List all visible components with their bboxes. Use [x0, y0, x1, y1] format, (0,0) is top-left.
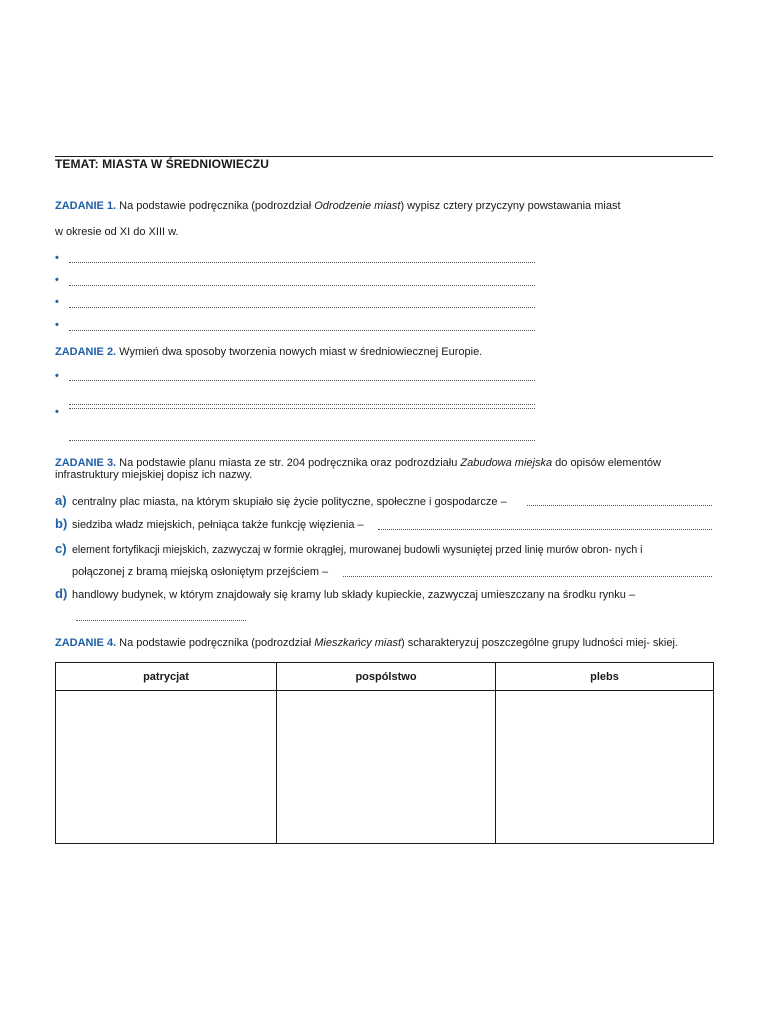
task2-prompt [55, 345, 482, 359]
task3-text-b: do opisów elementów [552, 457, 661, 469]
task3-item-a-answer[interactable] [527, 505, 712, 506]
table-row [56, 691, 714, 844]
task1-answer-line-4[interactable] [69, 330, 535, 331]
task3-item-b-text: siedziba władz miejskich, pełniąca także funkcję więzienia – [72, 519, 364, 531]
task4-text-italic: Mieszkańcy miast [314, 637, 402, 649]
task2-answer-line-2[interactable] [69, 404, 535, 405]
task2-text: Wymień dwa sposoby tworzenia nowych miast w średniowiecznej Europie. [116, 346, 483, 358]
answer-cell-plebs[interactable] [496, 691, 714, 844]
characteristics-table [55, 662, 714, 844]
page-title: TEMAT: MIASTA W ŚREDNIOWIECZU [55, 157, 269, 171]
task3-item-c-text: element fortyfikacji miejskich, zazwyczaj w formie okrągłej, murowanej budowli wysuniętej przed linię murów obron- nych i [72, 544, 643, 556]
task1-answer-line-1[interactable] [69, 262, 535, 263]
task1-text-b: ) wypisz cztery przyczyny powstawania miast [400, 200, 621, 212]
column-header-pospolstwo: pospólstwo [277, 663, 496, 691]
task1-bullet-2: • [55, 274, 59, 286]
task3-item-d-letter: d) [55, 586, 68, 601]
task1-bullet-1: • [55, 252, 59, 264]
task2-answer-line-4[interactable] [69, 440, 535, 441]
task3-item-b-letter: b) [55, 516, 68, 531]
task3-prompt-line2: infrastruktury miejskiej dopisz ich nazwy. [55, 469, 253, 481]
task1-text-a: Na podstawie podręcznika (podrozdział [116, 200, 315, 212]
task3-item-a-text: centralny plac miasta, na którym skupiało się życie polityczne, społeczne i gospodarcze – [72, 496, 507, 508]
task3-item-a-letter: a) [55, 493, 67, 508]
task1-bullet-4: • [55, 319, 59, 331]
task3-item-d-text: handlowy budynek, w którym znajdowały się kramy lub składy kupieckie, zazwyczaj umieszczany na środku rynku – [72, 589, 636, 601]
task1-bullet-3: • [55, 296, 59, 308]
task4-text-a: Na podstawie podręcznika (podrozdział [116, 637, 315, 649]
task1-prompt [55, 199, 621, 213]
task1-label: ZADANIE 1. [55, 200, 117, 212]
task1-answer-line-2[interactable] [69, 285, 535, 286]
task3-text-italic: Zabudowa miejska [460, 457, 553, 469]
table-header-row [56, 663, 714, 691]
task1-prompt-line2: w okresie od XI do XIII w. [55, 226, 179, 238]
answer-cell-pospolstwo[interactable] [277, 691, 496, 844]
task4-text-b: ) scharakteryzuj poszczególne grupy ludności miej- skiej. [401, 637, 678, 649]
task3-label: ZADANIE 3. [55, 457, 117, 469]
task2-bullet-1: • [55, 370, 59, 382]
task4-prompt [55, 636, 678, 650]
column-header-plebs: plebs [496, 663, 714, 691]
task3-item-b-answer[interactable] [378, 529, 712, 530]
column-header-patrycjat: patrycjat [56, 663, 277, 691]
task2-answer-line-1[interactable] [69, 380, 535, 381]
task4-label: ZADANIE 4. [55, 637, 117, 649]
task2-bullet-2: • [55, 406, 59, 418]
task3-item-c-answer[interactable] [343, 576, 712, 577]
task3-item-c-letter: c) [55, 541, 67, 556]
answer-cell-patrycjat[interactable] [56, 691, 277, 844]
task2-answer-line-3[interactable] [69, 408, 535, 409]
task3-item-d-answer[interactable] [76, 620, 246, 621]
task1-text-italic: Odrodzenie miast [314, 200, 401, 212]
task2-label: ZADANIE 2. [55, 346, 117, 358]
task3-text-a: Na podstawie planu miasta ze str. 204 podręcznika oraz podrozdziału [116, 457, 461, 469]
task1-answer-line-3[interactable] [69, 307, 535, 308]
task3-item-c-text-line2: połączonej z bramą miejską osłoniętym przejściem – [72, 566, 329, 578]
